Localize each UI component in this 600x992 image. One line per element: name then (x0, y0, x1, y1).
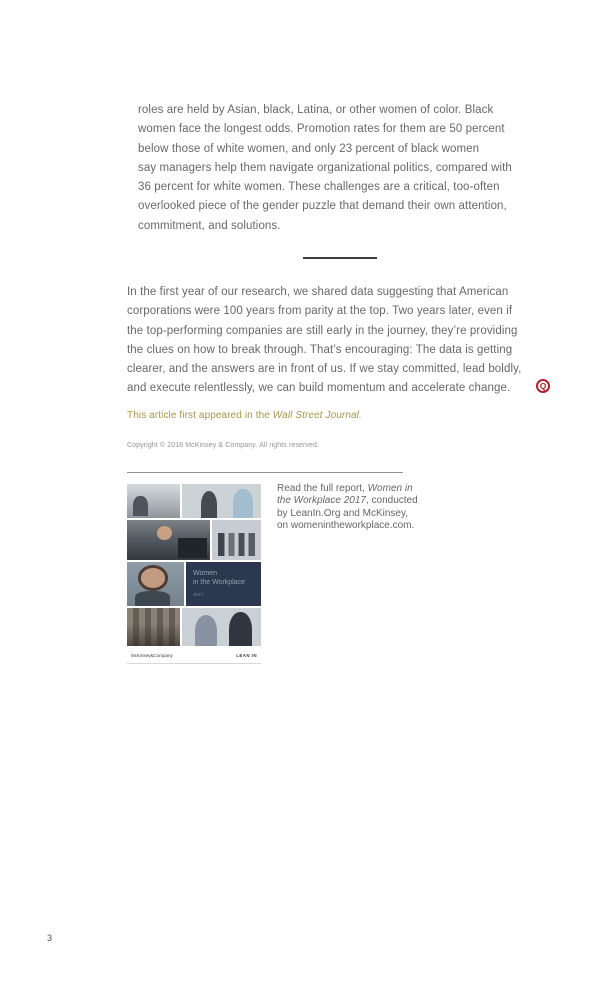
attribution-source: Wall Street Journal. (272, 410, 362, 421)
cover-photo-two-colleagues (182, 484, 261, 518)
footer-rule (127, 472, 403, 473)
page-number: 3 (47, 933, 53, 943)
cover-photo-office-group (212, 520, 261, 560)
cover-photo-office-worker (127, 484, 180, 518)
cover-photo-woman-at-monitors (127, 520, 210, 560)
attribution-text: This article first appeared in the (127, 410, 273, 421)
cover-title-line1: Women (193, 570, 217, 577)
paragraph-women-of-color: roles are held by Asian, black, Latina, or other women of color. Black women face the longest odds. Promotion rates for them are 50 percent below those of white women, and only 23 percent of black women say managers help them navigate organizational politics, compared with 36 percent for white women. These challenges are a critical, too-often overlooked piece of the gender puzzle that demand their own attention, commitment, and solutions. (138, 104, 512, 232)
cover-photo-columned-hall (127, 608, 180, 646)
cover-year: 2017 (193, 592, 204, 597)
read-full-report-note: Read the full report, Women in the Workplace 2017, conducted by LeanIn.Org and McKinsey, on womenintheworkplace.com. (277, 483, 418, 532)
copyright-line: Copyright © 2018 McKinsey & Company. All rights reserved. (127, 442, 320, 449)
section-divider (303, 257, 377, 259)
report-cover-thumbnail (127, 484, 261, 663)
cover-title-line2: in the Workplace (193, 578, 246, 586)
cover-photo-woman-portrait (127, 562, 184, 606)
cover-logo-leanin: LEAN IN (236, 653, 257, 658)
cover-photo-conversation-pair (182, 608, 261, 646)
cover-logo-mckinsey: McKinsey&Company (131, 653, 173, 658)
cover-footer-strip (127, 648, 261, 664)
attribution-line[interactable] (127, 410, 362, 421)
cover-title-block (186, 562, 261, 606)
quarterly-endmark-icon: Q (536, 379, 550, 393)
paragraph-research-conclusion: In the first year of our research, we shared data suggesting that American corporations were 100 years from parity at the top. Two years later, even if the top-performing companies are still early in the journey, they’re providing the clues on how to break through. That’s encouraging: The data is getting clearer, and the answers are in front of us. If we stay committed, lead boldly, and execute relentlessly, we can build momentum and accelerate change. (127, 286, 522, 395)
